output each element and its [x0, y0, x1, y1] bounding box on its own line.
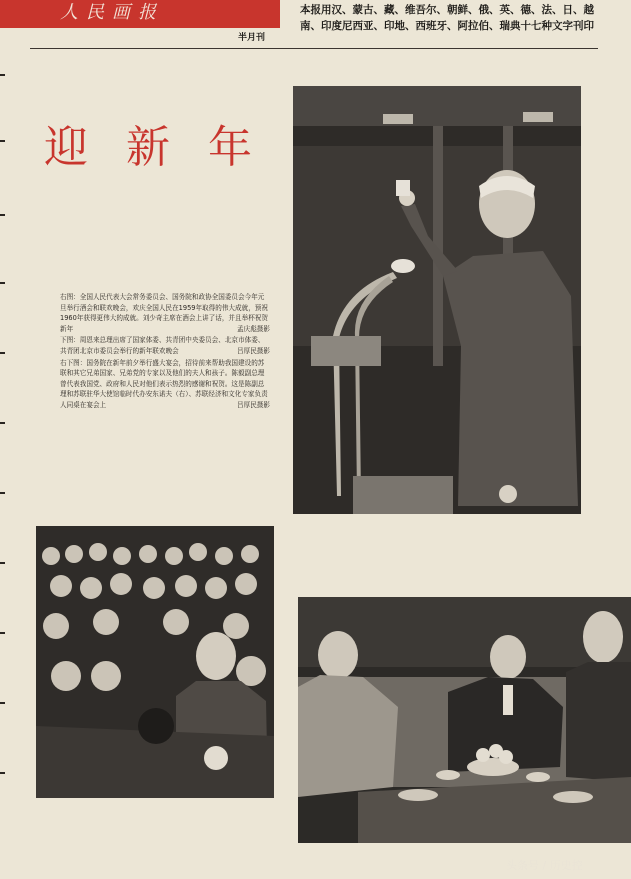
caption-text: 右图：全国人民代表大会常务委员会、国务院和政协全国委员会今年元旦举行酒会和联欢晚会，欢庆全国人民在1959年取得的伟大成就，预祝1960年获得更伟大的成就。刘少奇主席在酒会上讲了话，并且举杯祝贺新年 [60, 293, 268, 333]
binding-mark [0, 140, 5, 142]
header-rule [30, 48, 598, 49]
binding-mark [0, 702, 5, 704]
photo-credit: 孟庆彪摄影 [237, 324, 270, 333]
languages-line-2: 南、印度尼西亚、印地、西班牙、阿拉伯、瑞典十七种文字刊印 [300, 20, 594, 32]
photo-credit: 吕厚民摄影 [237, 346, 270, 355]
photo-crowd [36, 526, 274, 798]
photo-toast [293, 86, 581, 514]
masthead-logo: 人民画报 [60, 2, 164, 23]
photo-credit: 吕厚民摄影 [237, 400, 270, 409]
binding-mark [0, 214, 5, 216]
caption-block [60, 292, 270, 412]
caption-text: 右下图：国务院在新年前夕举行盛大宴会，招待前来帮助我国建设的苏联和其它兄弟国家、兄弟党的专家以及他们的夫人和孩子。陈毅副总理曾代表我国党、政府和人民对他们表示热烈的感谢和祝贺。这是陈副总理和苏联驻华大使馆临时代办安东诺夫（右）、苏联经济和文化专家负责人同桌在宴会上 [60, 358, 268, 409]
binding-mark [0, 352, 5, 354]
caption-right [60, 292, 270, 334]
languages-line-1: 本报用汉、蒙古、藏、维吾尔、朝鲜、俄、英、德、法、日、越 [300, 4, 594, 16]
binding-mark [0, 492, 5, 494]
binding-mark [0, 422, 5, 424]
issue-frequency: 半月刊 [238, 33, 266, 43]
article-title: 迎新年 [44, 122, 290, 173]
caption-text: 下图：周恩来总理出席了国家体委、共青团中央委员会、北京市体委、共青团北京市委员会举行的新年联欢晚会 [60, 336, 265, 355]
binding-mark [0, 632, 5, 634]
watermark: 头条号 / 历史控 [506, 859, 583, 872]
languages-notice [300, 2, 625, 34]
binding-mark [0, 772, 5, 774]
caption-below [60, 335, 270, 356]
binding-mark [0, 282, 5, 284]
binding-mark [0, 74, 5, 76]
caption-bottom-right [60, 358, 270, 411]
binding-mark [0, 562, 5, 564]
photo-banquet [298, 597, 631, 843]
